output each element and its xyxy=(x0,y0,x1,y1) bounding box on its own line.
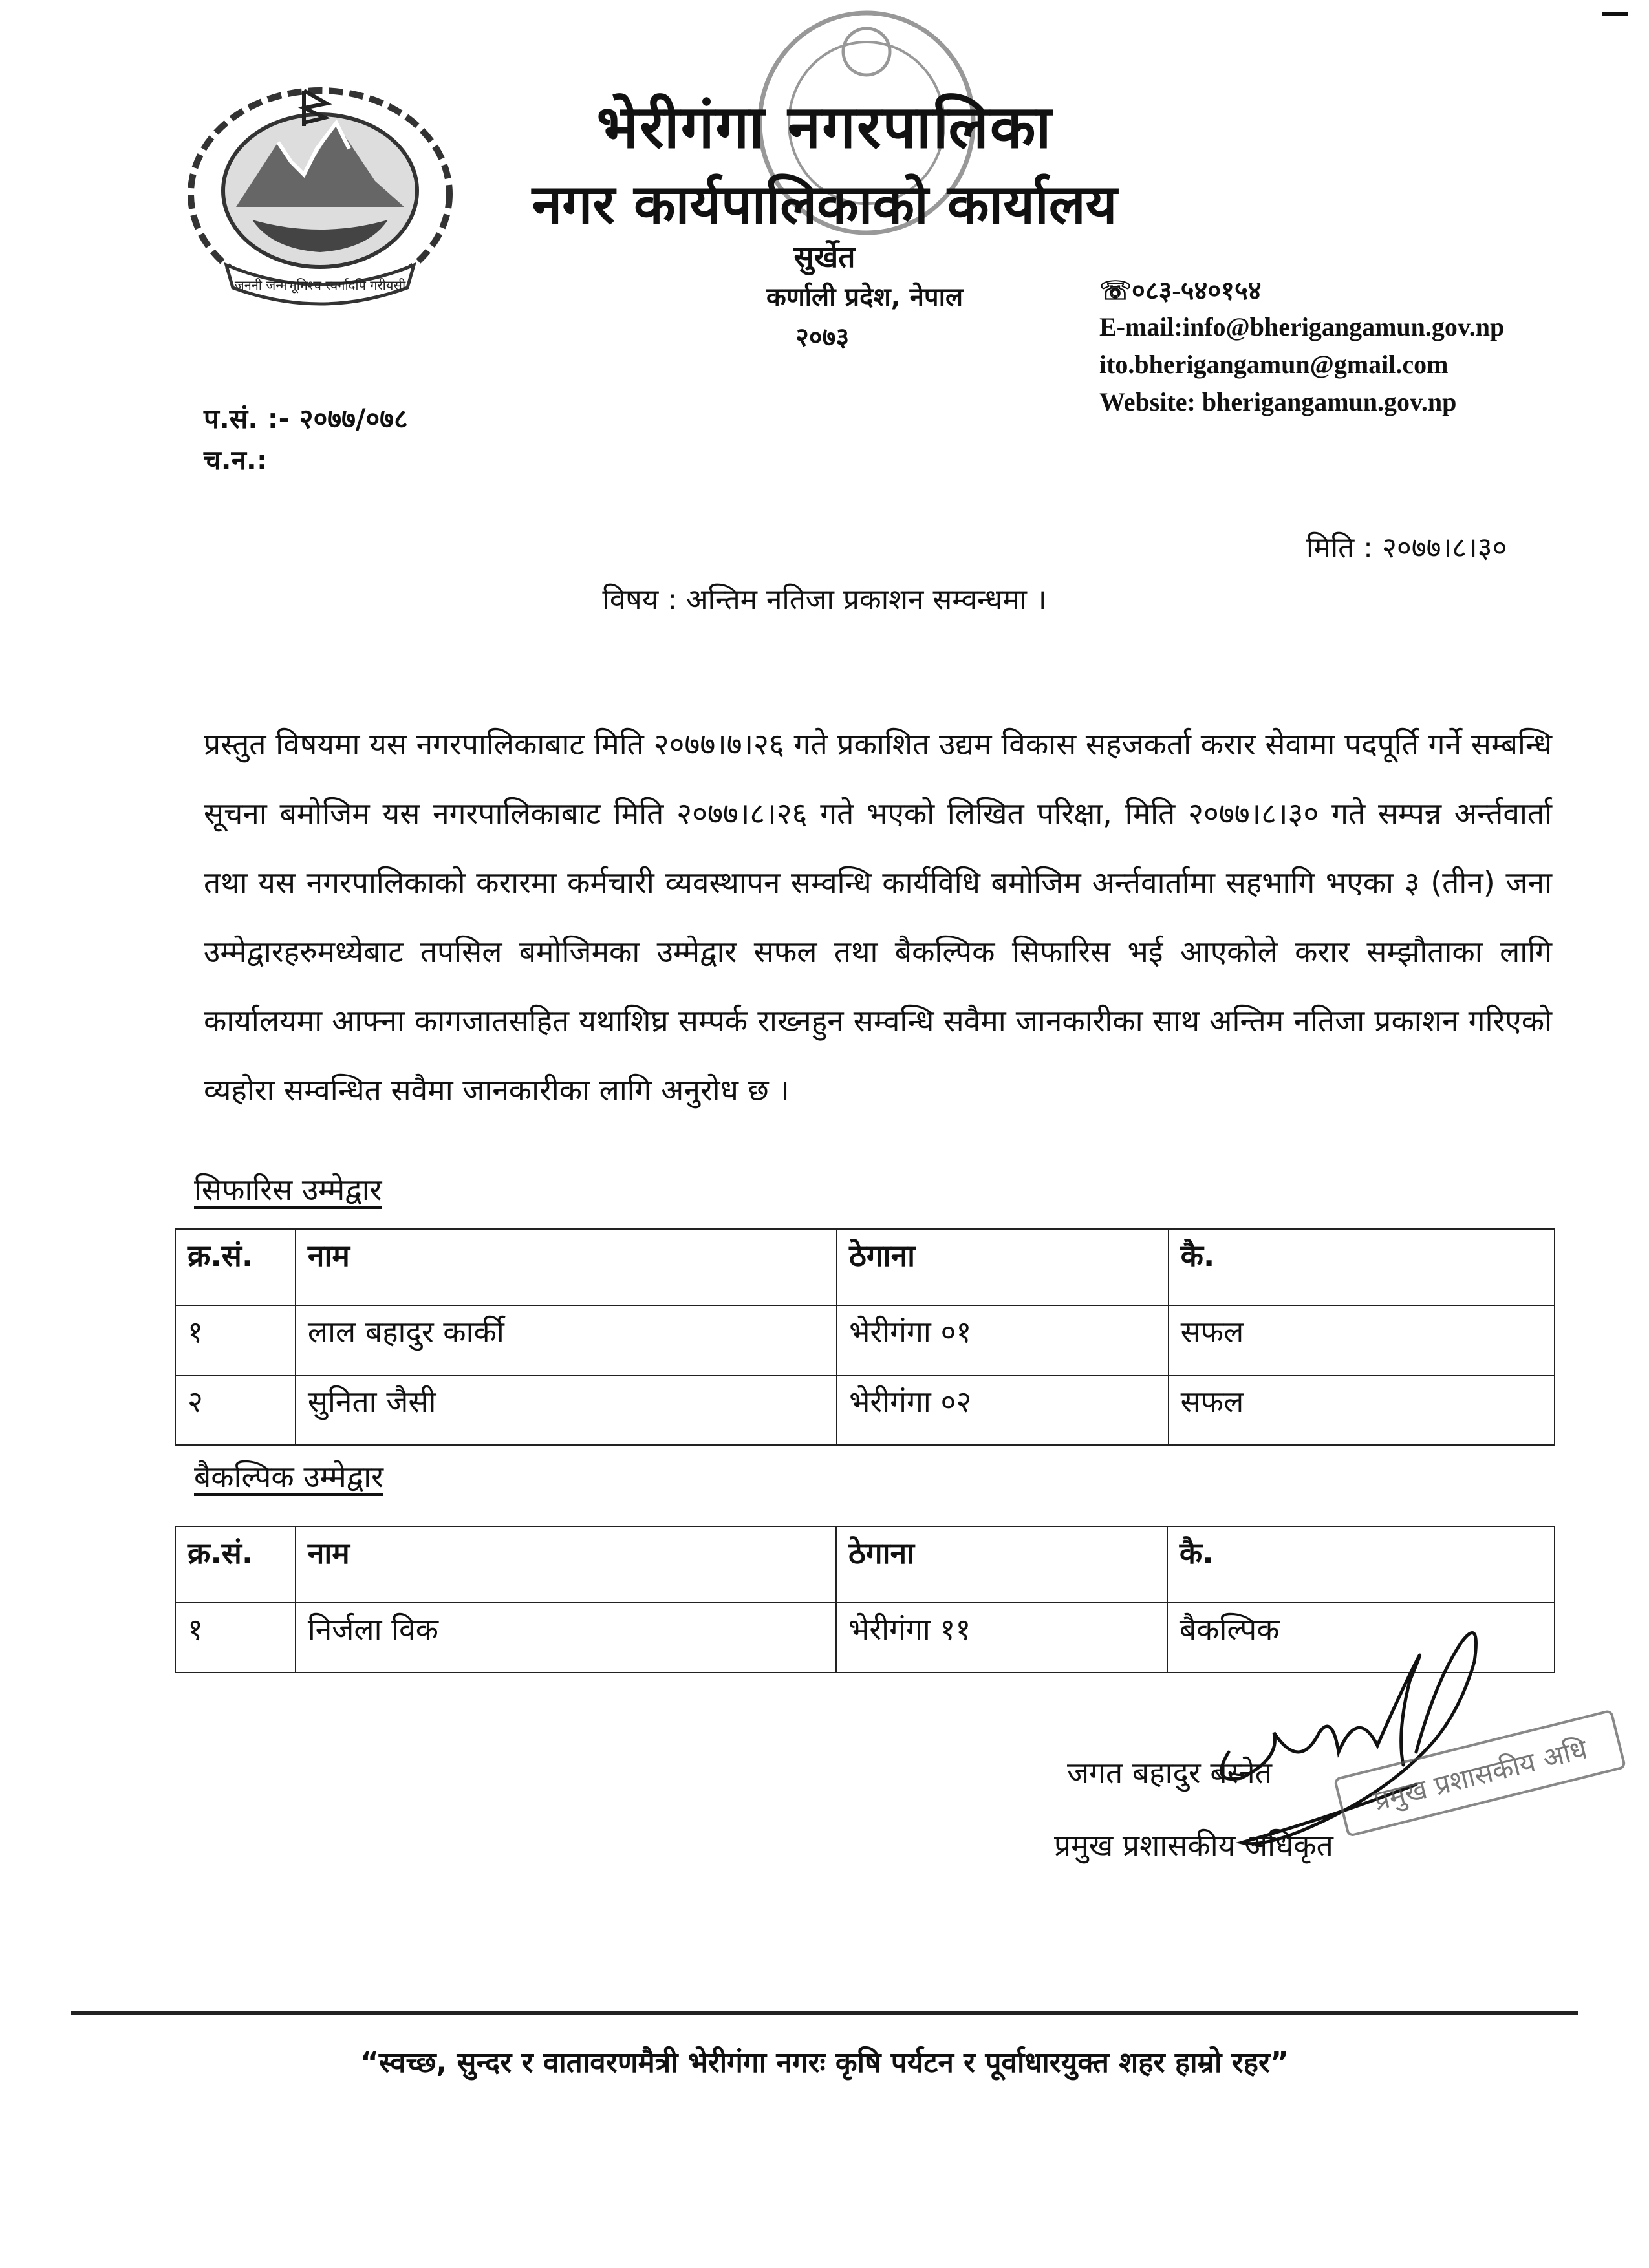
signatory-title: प्रमुख प्रशासकीय अधिकृत xyxy=(1054,1828,1333,1863)
corner-mark xyxy=(1602,12,1628,16)
header-remarks: कै. xyxy=(1169,1229,1555,1305)
province-name: कर्णाली प्रदेश, नेपाल xyxy=(766,283,964,312)
header-remarks: कै. xyxy=(1167,1526,1555,1603)
municipality-name: भेरीगंगा नगरपालिका xyxy=(596,92,1053,162)
letter-subject: विषय : अन्तिम नतिजा प्रकाशन सम्वन्धमा । xyxy=(602,583,1047,616)
website-address: Website: bherigangamun.gov.np xyxy=(1099,387,1457,416)
reference-number: प.सं. :- २०७७/०७८ xyxy=(204,403,408,434)
cell-serial: १ xyxy=(175,1305,296,1375)
cell-serial: १ xyxy=(175,1603,296,1673)
cell-remarks: बैकल्पिक xyxy=(1167,1603,1555,1673)
official-stamp xyxy=(1313,1707,1636,1849)
cell-remarks: सफल xyxy=(1169,1375,1555,1445)
header-serial: क्र.सं. xyxy=(175,1229,296,1305)
phone-number: ☏०८३-५४०१५४ xyxy=(1099,276,1262,305)
table-row xyxy=(175,1375,1555,1445)
header-name: नाम xyxy=(296,1229,837,1305)
office-name: नगर कार्यपालिकाको कार्यालय xyxy=(532,173,1117,236)
recommended-section-title: सिफारिस उम्मेद्वार xyxy=(194,1172,382,1207)
cell-serial: २ xyxy=(175,1375,296,1445)
header-address: ठेगाना xyxy=(837,1229,1169,1305)
cell-address: भेरीगंगा ०२ xyxy=(837,1375,1169,1445)
recommended-candidates-table xyxy=(175,1228,1555,1446)
established-year: २०७३ xyxy=(795,323,850,352)
email-address: E-mail:info@bherigangamun.gov.np xyxy=(1099,312,1505,341)
email-address-secondary: ito.bherigangamun@gmail.com xyxy=(1099,350,1449,379)
cell-address: भेरीगंगा ०१ xyxy=(837,1305,1169,1375)
cell-name: निर्जला विक xyxy=(296,1603,836,1673)
header-serial: क्र.सं. xyxy=(175,1526,296,1603)
district-name: सुर्खेत xyxy=(793,239,856,274)
cell-name: लाल बहादुर कार्की xyxy=(296,1305,837,1375)
cell-address: भेरीगंगा ११ xyxy=(836,1603,1167,1673)
table-row xyxy=(175,1305,1555,1375)
letter-date: मिति : २०७७।८।३० xyxy=(1306,531,1507,564)
alternate-section-title: बैकल्पिक उम्मेद्वार xyxy=(194,1459,383,1494)
stamp-text: प्रमुख प्रशासकीय अधि xyxy=(1370,1733,1591,1817)
signatory-name: जगत बहादुर बस्नेत xyxy=(1067,1755,1272,1790)
table-header-row xyxy=(175,1229,1555,1305)
footer-divider xyxy=(71,2011,1578,2015)
letter-body: प्रस्तुत विषयमा यस नगरपालिकाबाट मिति २०७७।७।२६ गते प्रकाशित उद्यम विकास सहजकर्ता करार सेवामा पदपूर्ति गर्ने सम्बन्धि सूचना बमोजिम यस नगरपालिकाबाट मिति २०७७।८।२६ गते भएको लिखित परिक्षा, मिति २०७७।८।३० गते सम्पन्न अर्न्तवार्ता तथा यस नगरपालिकाको करारमा कर्मचारी व्यवस्थापन सम्वन्धि कार्यविधि बमोजिम अर्न्तवार्तामा सहभागि भएका ३ (तीन) जना उम्मेद्वारहरुमध्येबाट तपसिल बमोजिमका उम्मेद्वार सफल तथा बैकल्पिक सिफारिस भई आएकोले करार सम्झौताका लागि कार्यालयमा आफ्ना कागजातसहित यथाशिघ्र सम्पर्क राख्नहुन सम्वन्धि सवैमा जानकारीका साथ अन्तिम नतिजा प्रकाशन गरिएको व्यहोरा सम्वन्धित सवैमा जानकारीका लागि अनुरोध छ । xyxy=(204,727,1552,1107)
cell-remarks: सफल xyxy=(1169,1305,1555,1375)
header-address: ठेगाना xyxy=(836,1526,1167,1603)
dispatch-number: च.न.: xyxy=(204,444,268,476)
cell-name: सुनिता जैसी xyxy=(296,1375,837,1445)
header-name: नाम xyxy=(296,1526,836,1603)
footer-slogan: “स्वच्छ, सुन्दर र वातावरणमैत्री भेरीगंगा नगरः कृषि पर्यटन र पूर्वाधारयुक्त शहर हाम्रो रहर” xyxy=(360,2046,1289,2079)
emblem-motto: जननी जन्मभूमिश्च स्वर्गादपि गरीयसी xyxy=(234,277,406,293)
table-header-row xyxy=(175,1526,1555,1603)
